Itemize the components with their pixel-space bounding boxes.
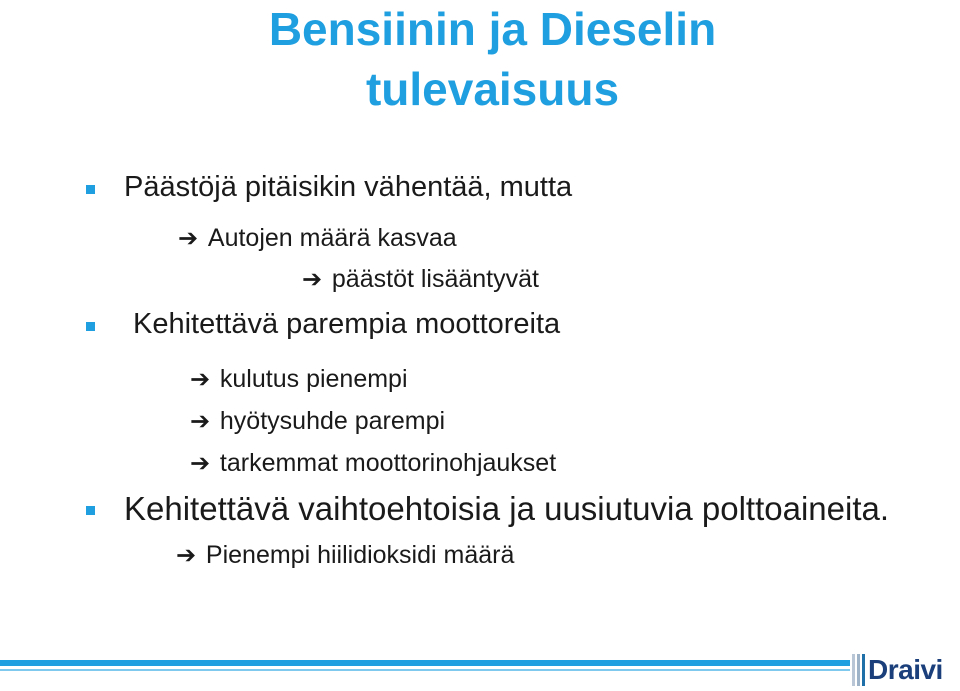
bullet-text: Kehitettävä parempia moottoreita <box>133 308 561 340</box>
arrow-right-icon: ➔ <box>178 225 198 252</box>
sub-point <box>190 407 445 436</box>
bullet-text: Kehitettävä vaihtoehtoisia ja uusiutuvia polttoaineita. <box>124 490 890 527</box>
arrow-right-icon: ➔ <box>190 366 210 393</box>
square-bullet-icon <box>86 506 95 515</box>
sub-point <box>190 365 408 394</box>
sub-point <box>176 541 514 570</box>
footer-divider <box>0 660 850 666</box>
square-bullet-icon <box>86 322 95 331</box>
arrow-right-icon: ➔ <box>176 542 196 569</box>
arrow-right-icon: ➔ <box>190 408 210 435</box>
slide-title-line-2: tulevaisuus <box>365 63 620 115</box>
sub-point-text: kulutus pienempi <box>219 365 408 393</box>
sub-point <box>302 265 539 294</box>
footer-divider-thin <box>0 669 850 671</box>
sub-point-text: Autojen määrä kasvaa <box>207 224 457 252</box>
sub-point-text: hyötysuhde parempi <box>219 407 446 435</box>
sub-point-text: päästöt lisääntyvät <box>331 265 539 293</box>
sub-point-text: Pienempi hiilidioksidi määrä <box>205 541 515 569</box>
sub-point <box>178 224 457 253</box>
arrow-right-icon: ➔ <box>302 266 322 293</box>
sub-point-text: tarkemmat moottorinohjaukset <box>219 449 557 477</box>
arrow-right-icon: ➔ <box>190 450 210 477</box>
slide-title-line-1: Bensiinin ja Dieselin <box>268 3 717 55</box>
sub-point <box>190 449 556 478</box>
draivi-logo <box>852 652 943 688</box>
logo-bars-icon <box>852 654 867 686</box>
logo-text: Draivi <box>868 654 943 685</box>
bullet-text: Päästöjä pitäisikin vähentää, mutta <box>124 171 573 203</box>
square-bullet-icon <box>86 185 95 194</box>
